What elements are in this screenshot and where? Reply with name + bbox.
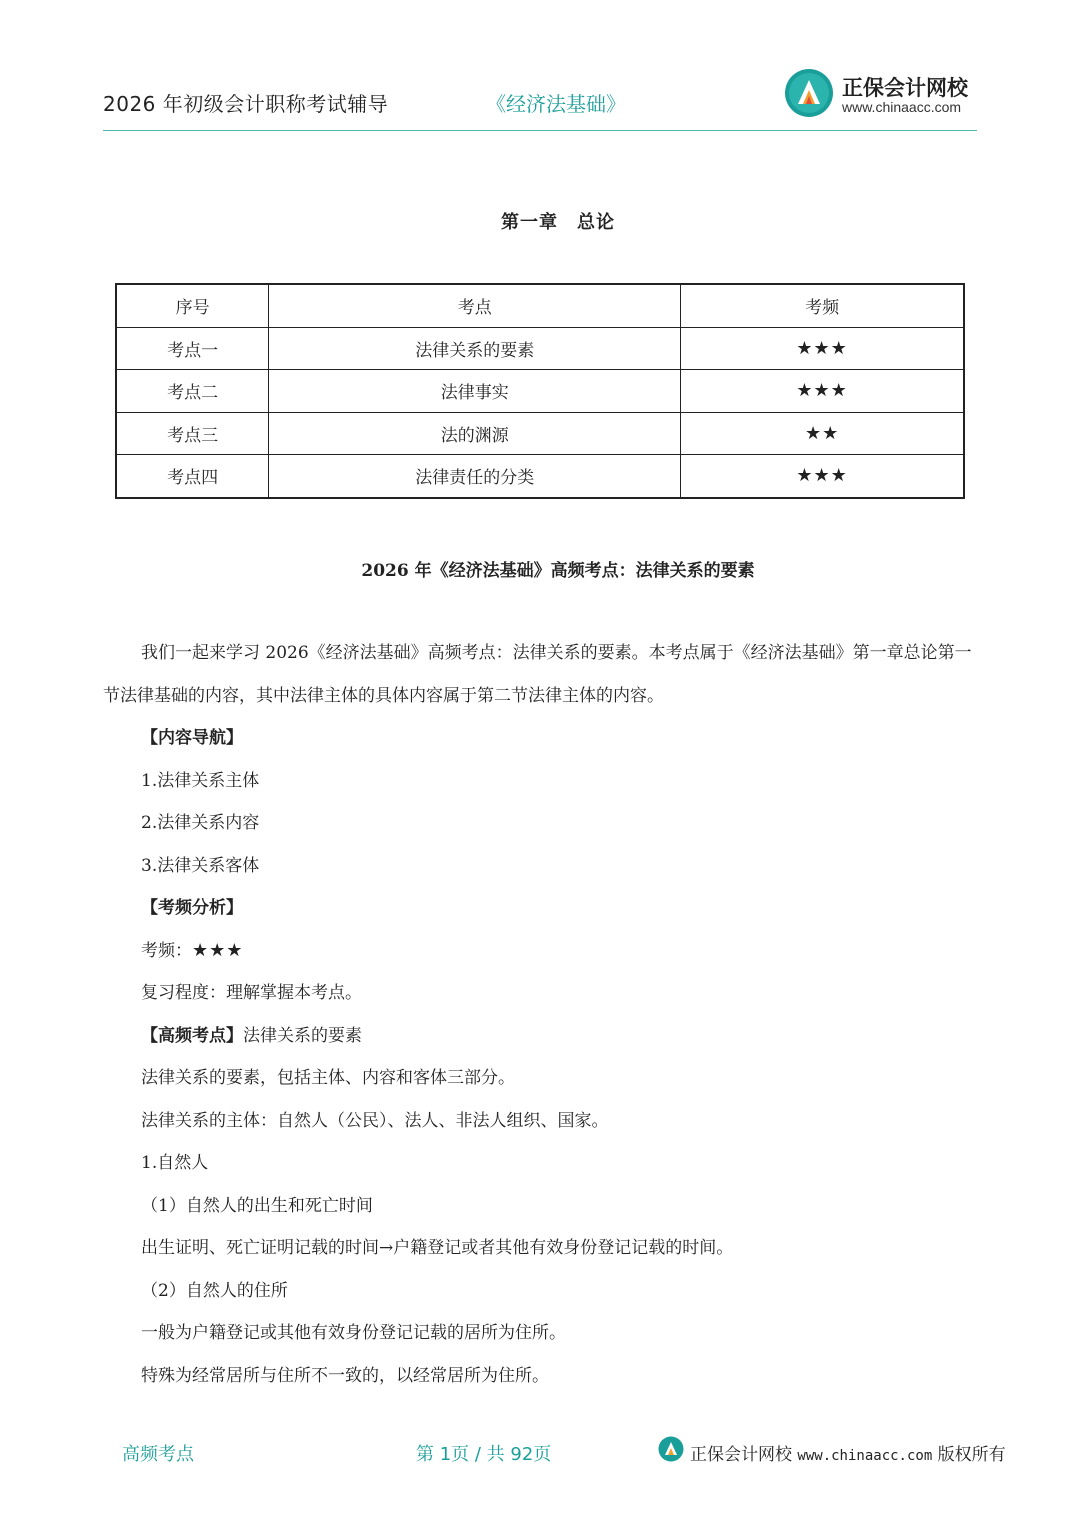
table-cell: 法的渊源	[269, 412, 681, 455]
review-level: 复习程度：理解掌握本考点。	[141, 983, 362, 1003]
footer-brand-name: 正保会计网校	[690, 1445, 792, 1465]
table-header-row	[116, 284, 964, 327]
chinaacc-logo[interactable]	[784, 66, 979, 122]
table-cell: 法律关系的要素	[269, 327, 681, 370]
paragraph: 出生证明、死亡证明记载的时间→户籍登记或者其他有效身份登记记载的时间。	[141, 1238, 734, 1258]
page-header	[103, 58, 977, 132]
paragraph: 1.自然人	[141, 1153, 209, 1173]
footer-label: 高频考点	[122, 1444, 194, 1465]
key-heading: 【高频考点】	[141, 1025, 243, 1046]
table-row	[116, 370, 964, 413]
freq-label: 考频：	[141, 940, 192, 961]
footer-brand-text	[690, 1440, 1006, 1465]
table-cell: 法律事实	[269, 370, 681, 413]
logo-url: www.chinaacc.com	[842, 99, 962, 115]
freq-heading: 【考频分析】	[141, 898, 243, 918]
nav-item: 1.法律关系主体	[141, 770, 260, 791]
section-title: 2026 年《经济法基础》高频考点：法律关系的要素	[361, 561, 755, 581]
exam-title: 2026 年初级会计职称考试辅导	[103, 92, 389, 116]
frequency-stars: ★★	[681, 412, 964, 455]
paragraph: 法律关系的要素，包括主体、内容和客体三部分。	[141, 1068, 515, 1088]
table-header-cell: 序号	[116, 284, 269, 327]
logo-name: 正保会计网校	[842, 76, 968, 100]
footer-url[interactable]: www.chinaacc.com	[797, 1448, 933, 1464]
frequency-stars: ★★★	[681, 327, 964, 370]
table-row	[116, 455, 964, 498]
paragraph: （1）自然人的出生和死亡时间	[141, 1195, 373, 1216]
exam-points-table	[115, 283, 965, 499]
table-row	[116, 412, 964, 455]
subject-title: 《经济法基础》	[486, 92, 626, 116]
header-divider	[103, 130, 977, 131]
table-header-cell: 考点	[269, 284, 681, 327]
table-cell: 考点三	[116, 412, 269, 455]
paragraph: 法律关系的主体：自然人（公民）、法人、非法人组织、国家。	[141, 1110, 609, 1131]
key-topic: 法律关系的要素	[243, 1025, 362, 1046]
paragraph: （2）自然人的住所	[141, 1280, 288, 1301]
chapter-title: 第一章 总论	[501, 212, 615, 233]
nav-item: 3.法律关系客体	[141, 855, 260, 876]
frequency-stars: ★★★	[681, 370, 964, 413]
paragraph: 一般为户籍登记或其他有效身份登记记载的居所为住所。	[141, 1323, 566, 1343]
table-row	[116, 327, 964, 370]
nav-item: 2.法律关系内容	[141, 813, 260, 833]
freq-stars: ★★★	[192, 939, 244, 961]
page-footer	[0, 1432, 1080, 1472]
footer-rights: 版权所有	[937, 1445, 1006, 1465]
key-line	[103, 1015, 977, 1058]
paragraph: 特殊为经常居所与住所不一致的，以经常居所为住所。	[141, 1365, 549, 1386]
table-cell: 考点一	[116, 327, 269, 370]
table-header-cell: 考频	[681, 284, 964, 327]
nav-heading: 【内容导航】	[141, 728, 243, 748]
logo-mark-icon	[658, 1436, 684, 1462]
table-cell: 考点四	[116, 455, 269, 498]
page-info: 第 1页 / 共 92页	[416, 1444, 552, 1465]
table-cell: 法律责任的分类	[269, 455, 681, 498]
table-cell: 考点二	[116, 370, 269, 413]
article-body	[103, 632, 977, 1397]
frequency-stars: ★★★	[681, 455, 964, 498]
intro-paragraph: 我们一起来学习 2026《经济法基础》高频考点：法律关系的要素。本考点属于《经济法基础》第一章总论第一节法律基础的内容，其中法律主体的具体内容属于第二节法律主体的内容。	[103, 643, 972, 706]
logo-mark-icon	[784, 68, 834, 118]
freq-line	[103, 930, 977, 973]
